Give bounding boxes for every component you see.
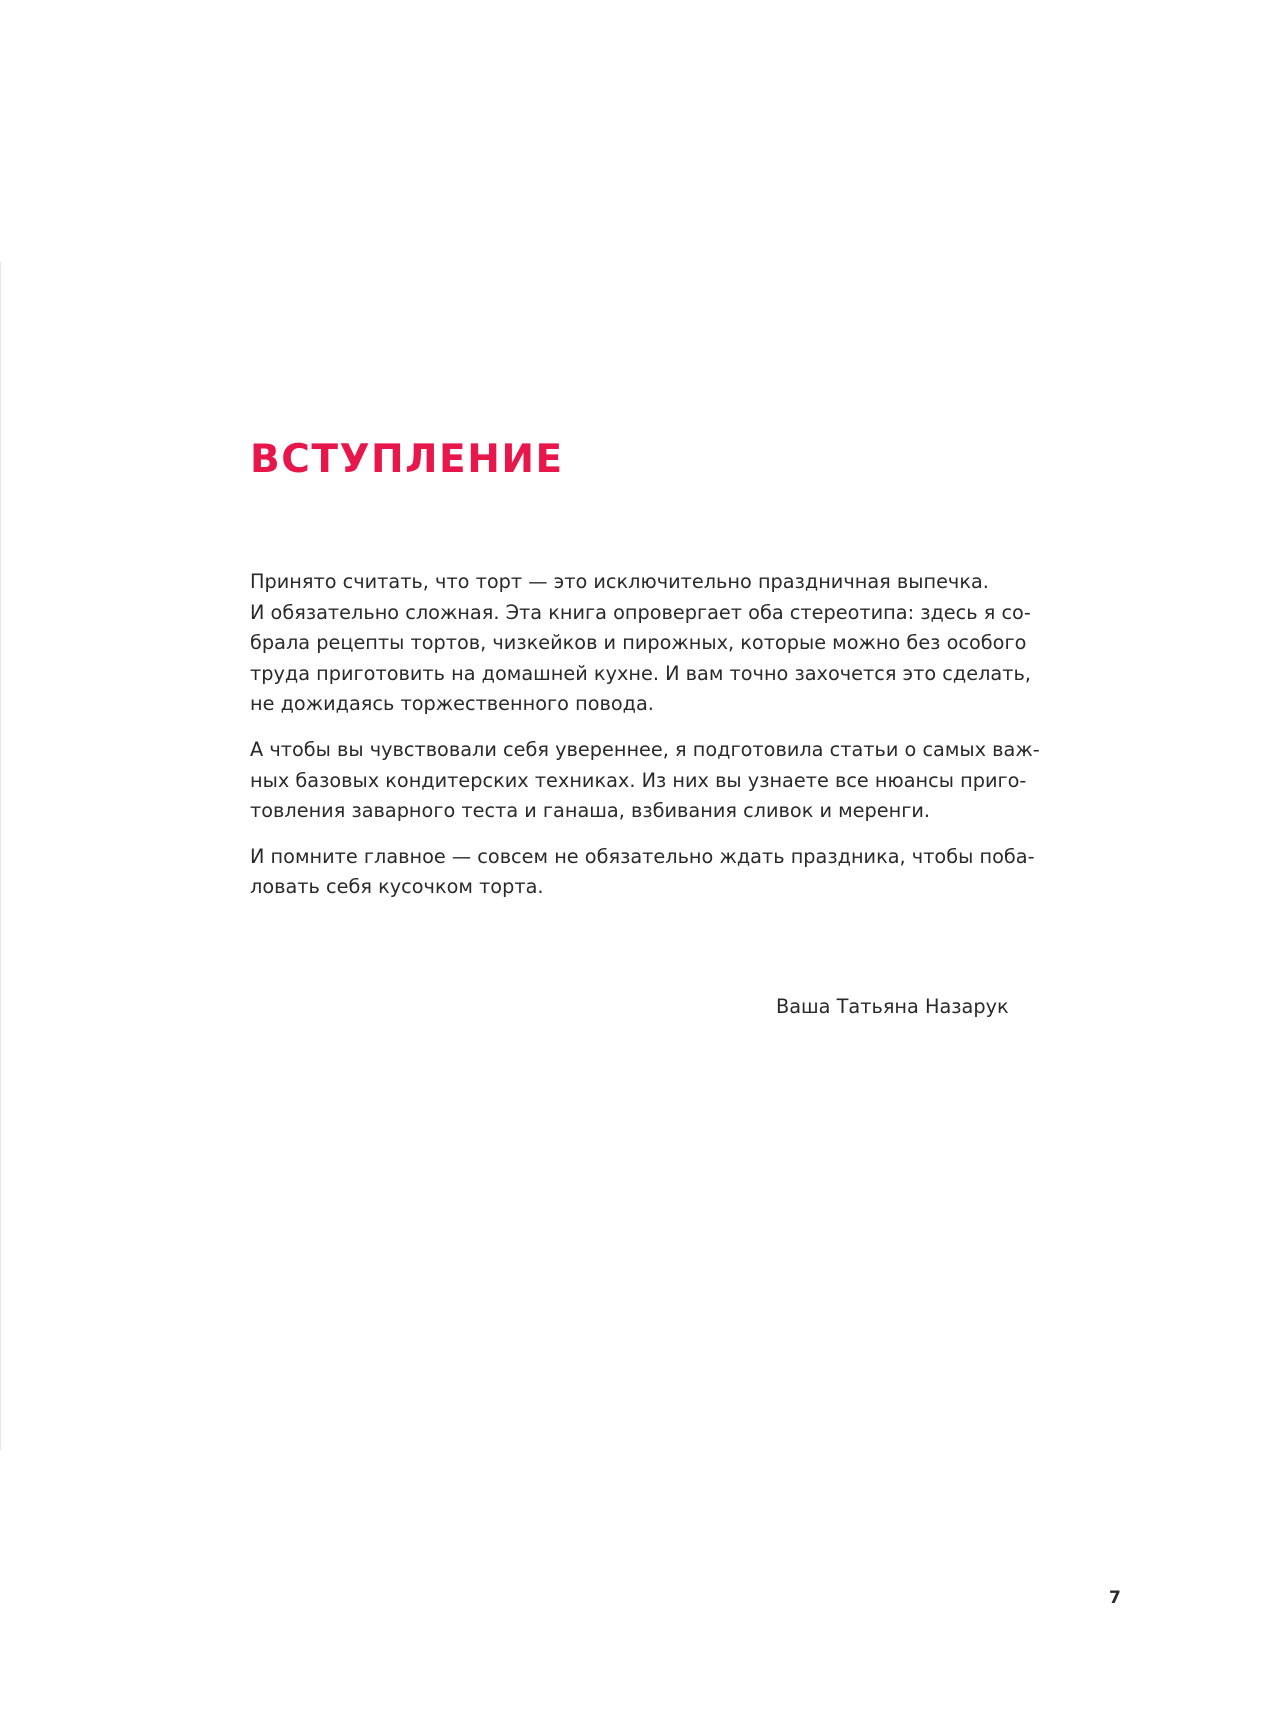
text-line: товления заварного теста и ганаша, взбивания сливок и меренги.	[250, 799, 931, 823]
text-line: А чтобы вы чувствовали себя увереннее, я подготовила статьи о самых важ-	[250, 737, 1040, 761]
text-line: труда приготовить на домашней кухне. И вам точно захочется это сделать,	[250, 661, 1031, 685]
paragraph-1	[250, 567, 1030, 720]
paragraph-gap	[250, 720, 1030, 735]
paragraph-2	[250, 735, 1040, 827]
page-edge-line	[0, 262, 1, 1450]
text-line: не дожидаясь торжественного повода.	[250, 692, 654, 716]
paragraph-gap	[250, 827, 1030, 842]
intro-text	[250, 567, 1040, 903]
text-line: Принято считать, что торт — это исключительно праздничная выпечка.	[250, 570, 989, 593]
author-signature: Ваша Татьяна Назарук	[776, 995, 1009, 1018]
page-number: 7	[1109, 1588, 1121, 1608]
text-line: И помните главное — совсем не обязательно ждать праздника, чтобы поба-	[250, 844, 1035, 868]
text-line: брала рецепты тортов, чизкейков и пирожных, которые можно без особого	[250, 631, 1027, 655]
page-title: ВСТУПЛЕНИЕ	[250, 437, 564, 482]
text-line: ловать себя кусочком торта.	[250, 875, 544, 899]
paragraph-3	[250, 842, 1035, 903]
text-line: ных базовых кондитерских техниках. Из них вы узнаете все нюансы приго-	[250, 768, 1027, 792]
text-line: И обязательно сложная. Эта книга опровергает оба стереотипа: здесь я со-	[250, 600, 1031, 624]
